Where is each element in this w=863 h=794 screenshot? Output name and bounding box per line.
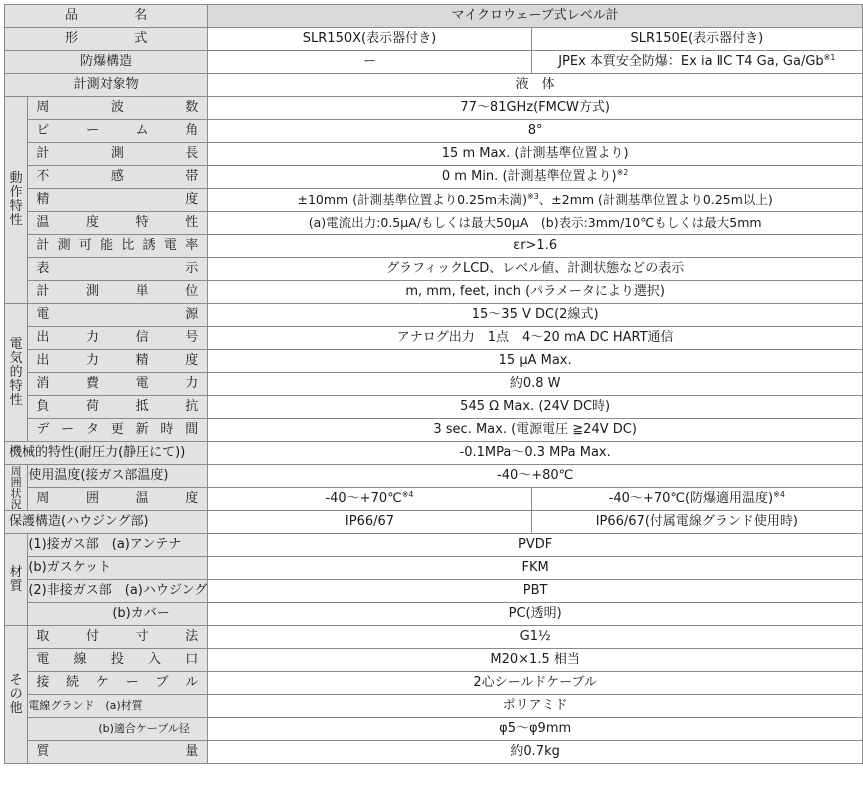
beam-angle-value: 8° [208,120,863,143]
row-antenna [5,534,863,557]
mechanical-value: -0.1MPa〜0.3 MPa Max. [208,442,863,465]
row-dielectric [5,235,863,258]
beam-angle-label: ビ ー ム 角 [28,120,208,143]
dielectric-label: 計 測 可 能 比 誘 電 率 [28,235,208,258]
row-target [5,74,863,97]
mass-label: 質 量 [28,741,208,764]
row-unit [5,281,863,304]
mounting-value: G1½ [208,626,863,649]
row-cable [5,672,863,695]
cover-label: (b)カバー [28,603,208,626]
update-time-value: 3 sec. Max. (電源電圧 ≧24V DC) [208,419,863,442]
cover-value: PC(透明) [208,603,863,626]
row-gland-material [5,695,863,718]
gland-cable-value: φ5〜φ9mm [208,718,863,741]
wetted-temperature-label: 使用温度(接ガス部温度) [28,465,208,488]
unit-value: m, mm, feet, inch (パラメータにより選択) [208,281,863,304]
model-a-value: SLR150X(表示器付き) [208,28,531,51]
gland-cable-label: (b)適合ケーブル径 [28,718,208,741]
housing-value: PBT [208,580,863,603]
row-power [5,304,863,327]
temperature-characteristic-label: 温 度 特 性 [28,212,208,235]
gasket-value: FKM [208,557,863,580]
update-time-label: デ ー タ 更 新 時 間 [28,419,208,442]
row-mounting [5,626,863,649]
row-consumption [5,373,863,396]
row-mechanical [5,442,863,465]
row-update-time [5,419,863,442]
row-housing [5,580,863,603]
accuracy-label: 精 度 [28,189,208,212]
row-beam-angle [5,120,863,143]
row-cable-entry [5,649,863,672]
ambient-temperature-label: 周 囲 温 度 [28,488,208,511]
row-explosion-proof [5,51,863,74]
row-load [5,396,863,419]
wetted-temperature-value: -40〜+80℃ [208,465,863,488]
model-b-value: SLR150E(表示器付き) [531,28,862,51]
dielectric-value: εr>1.6 [208,235,863,258]
row-output-signal [5,327,863,350]
cable-value: 2心シールドケーブル [208,672,863,695]
category-other: そ の 他 [5,626,28,764]
explosion-proof-b: JPEx 本質安全防爆：Ex ia ⅡC T4 Ga, Ga/Gb$^{※1}$ [531,51,862,74]
row-dead-band [5,166,863,189]
antenna-label: (1)接ガス部 (a)アンテナ [28,534,208,557]
row-cover [5,603,863,626]
cable-entry-value: M20×1.5 相当 [208,649,863,672]
ambient-temperature-a: -40〜+70℃$^{※4}$ [208,488,531,511]
mounting-label: 取 付 寸 法 [28,626,208,649]
output-accuracy-label: 出 力 精 度 [28,350,208,373]
row-accuracy [5,189,863,212]
target-value: 液 体 [208,74,863,97]
cable-entry-label: 電 線 投 入 口 [28,649,208,672]
row-mass [5,741,863,764]
range-label: 計 測 長 [28,143,208,166]
load-value: 545 Ω Max. (24V DC時) [208,396,863,419]
consumption-value: 約0.8 W [208,373,863,396]
target-label: 計測対象物 [5,74,208,97]
row-protection [5,511,863,534]
row-temperature-characteristic [5,212,863,235]
frequency-label: 周 波 数 [28,97,208,120]
row-gland-cable [5,718,863,741]
antenna-value: PVDF [208,534,863,557]
range-value: 15 m Max. (計測基準位置より) [208,143,863,166]
row-frequency [5,97,863,120]
row-ambient-temperature [5,488,863,511]
protection-b: IP66/67(付属電線グランド使用時) [531,511,862,534]
temperature-characteristic-value: (a)電流出力:0.5μA/もしくは最大50μA (b)表示:3mm/10℃もしくは最大5mm [208,212,863,235]
housing-label: (2)非接ガス部 (a)ハウジング [28,580,208,603]
row-display [5,258,863,281]
model-label: 形 式 [5,28,208,51]
power-label: 電 源 [28,304,208,327]
row-gasket [5,557,863,580]
row-model [5,28,863,51]
load-label: 負 荷 抵 抗 [28,396,208,419]
product-name-value: マイクロウェーブ式レベル計 [208,5,863,28]
explosion-proof-a: ー [208,51,531,74]
row-range [5,143,863,166]
dead-band-value: 0 m Min. (計測基準位置より)$^{※2}$ [208,166,863,189]
category-electrical: 電 気 的 特 性 [5,304,28,442]
cable-label: 接 続 ケ ー ブ ル [28,672,208,695]
consumption-label: 消 費 電 力 [28,373,208,396]
mechanical-label: 機械的特性(耐圧力(静圧にて)) [5,442,208,465]
unit-label: 計 測 単 位 [28,281,208,304]
spec-table [4,4,863,764]
output-accuracy-value: 15 μA Max. [208,350,863,373]
gland-material-label: 電線グランド (a)材質 [28,695,208,718]
display-label: 表 示 [28,258,208,281]
gasket-label: (b)ガスケット [28,557,208,580]
gland-material-value: ポリアミド [208,695,863,718]
protection-label: 保護構造(ハウジング部) [5,511,208,534]
spec-table-container [4,4,863,764]
mass-value: 約0.7kg [208,741,863,764]
row-product-name [5,5,863,28]
ambient-temperature-b: -40〜+70℃(防爆適用温度)$^{※4}$ [531,488,862,511]
category-environment: 周 囲 状 況 [5,465,28,511]
category-materials: 材 質 [5,534,28,626]
frequency-value: 77〜81GHz(FMCW方式) [208,97,863,120]
row-wetted-temperature [5,465,863,488]
display-value: グラフィックLCD、レベル値、計測状態などの表示 [208,258,863,281]
accuracy-value: ±10mm (計測基準位置より0.25m未満)$^{※3}$、±2mm (計測基準位置より0.25m以上) [208,189,863,212]
power-value: 15〜35 V DC(2線式) [208,304,863,327]
output-signal-value: アナログ出力 1点 4〜20 mA DC HART通信 [208,327,863,350]
dead-band-label: 不 感 帯 [28,166,208,189]
explosion-proof-label: 防爆構造 [5,51,208,74]
protection-a: IP66/67 [208,511,531,534]
category-operating: 動 作 特 性 [5,97,28,304]
product-name-label: 品 名 [5,5,208,28]
output-signal-label: 出 力 信 号 [28,327,208,350]
row-output-accuracy [5,350,863,373]
